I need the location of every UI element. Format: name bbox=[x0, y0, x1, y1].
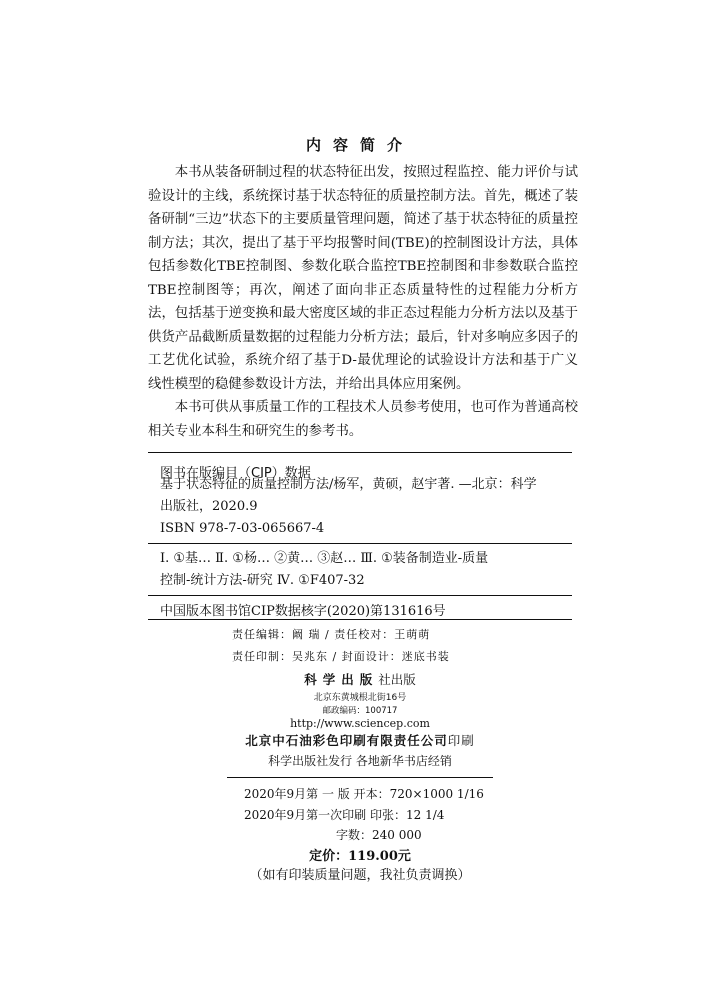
printer-name bbox=[0, 731, 720, 749]
publisher-name-tail: 社出版 bbox=[378, 672, 416, 687]
distribution-info: 科学出版社发行 各地新华书店经销 bbox=[268, 754, 452, 768]
summary-body bbox=[148, 161, 578, 443]
cip-isbn: ISBN 978-7-03-065667-4 bbox=[160, 521, 325, 536]
word-count: 字数：240 000 bbox=[336, 828, 422, 842]
price: 定价：119.00元 bbox=[309, 849, 411, 864]
printer-tail: 印刷 bbox=[447, 733, 475, 748]
summary-paragraph: 本书可供从事质量工作的工程技术人员参考使用，也可作为普通高校相关专业本科生和研究生的参考书。 bbox=[148, 400, 578, 439]
printing-info: 2020年9月第一次印刷 印张：12 1/4 bbox=[244, 808, 445, 822]
publisher-zip: 邮政编码：100717 bbox=[322, 706, 398, 716]
cip-classification-line: 控制-统计方法-研究 Ⅳ. ①F407-32 bbox=[160, 573, 365, 588]
printer-company: 北京中石油彩色印刷有限责任公司 bbox=[245, 733, 448, 748]
cip-code: 中国版本图书馆CIP数据核字(2020)第131616号 bbox=[160, 604, 446, 619]
cip-record-line: 出版社，2020.9 bbox=[160, 499, 258, 514]
cip-top-rule bbox=[148, 452, 572, 453]
publisher-logo-text: 科学出版 bbox=[304, 672, 379, 687]
publisher-url: http://www.sciencep.com bbox=[290, 717, 430, 730]
cip-classification bbox=[160, 548, 572, 592]
cip-bottom-rule bbox=[148, 619, 572, 620]
cip-heading: 图书在版编目（CIP）数据 bbox=[160, 466, 311, 481]
cip-divider bbox=[148, 595, 572, 596]
edition-info: 2020年9月第 一 版 开本：720×1000 1/16 bbox=[244, 787, 484, 801]
publisher-address: 北京东黄城根北街16号 bbox=[313, 693, 407, 703]
spec-rule bbox=[227, 777, 493, 778]
cip-divider bbox=[148, 543, 572, 544]
editor-credits bbox=[232, 624, 450, 668]
summary-paragraph: 本书从装备研制过程的状态特征出发，按照过程监控、能力评价与试验设计的主线，系统探讨基于状态特征的质量控制方法。首先，概述了装备研制“三边”状态下的主要质量管理问题，简述了基于状态特征的质量控制方法；其次，提出了基于平均报警时间(TBE)的控制图设计方法，具体包括参数化TBE控制图、参数化联合监控TBE控制图和非参数联合监控TBE控制图等；再次，阐述了面向非正态质量特性的过程能力分析方法，包括基于逆变换和最大密度区域的非正态过程能力分析方法以及基于供货产品截断质量数据的过程能力分析方法；最后，针对多响应多因子的工艺优化试验，系统介绍了基于D-最优理论的试验设计方法和基于广义线性模型的稳健参数设计方法，并给出具体应用案例。 bbox=[148, 165, 578, 392]
cip-record-line: 基于状态特征的质量控制方法/杨军，黄硕，赵宇著. —北京：科学 bbox=[160, 477, 537, 492]
publisher-name bbox=[0, 670, 720, 688]
editor-credit-line: 责任印制：吴兆东 / 封面设计：迷底书装 bbox=[232, 650, 450, 663]
summary-title: 内容简介 bbox=[305, 136, 414, 154]
editor-credit-line: 责任编辑：阚 瑞 / 责任校对：王萌萌 bbox=[232, 628, 431, 641]
quality-note: （如有印装质量问题，我社负责调换） bbox=[249, 868, 471, 883]
cip-classification-line: Ⅰ. ①基… Ⅱ. ①杨… ②黄… ③赵… Ⅲ. ①装备制造业-质量 bbox=[160, 551, 489, 566]
